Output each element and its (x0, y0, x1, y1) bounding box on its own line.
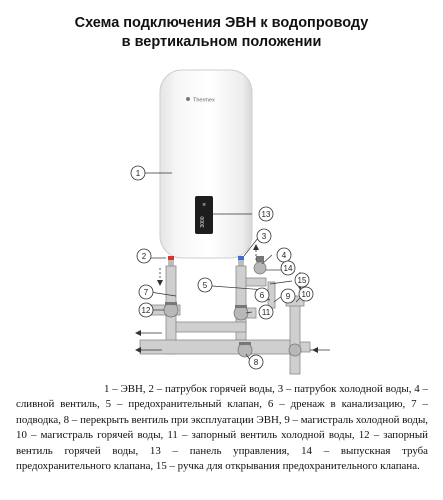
svg-text:13: 13 (261, 210, 271, 219)
callout-9 (281, 289, 295, 303)
svg-text:11: 11 (261, 308, 271, 317)
hot-outlet-marker (168, 256, 174, 260)
svg-text:1: 1 (135, 169, 141, 178)
callout-1 (131, 166, 145, 180)
callout-3 (257, 229, 271, 243)
display-readout: 3000 (200, 216, 206, 228)
callout-6 (255, 288, 269, 302)
callout-12 (139, 303, 153, 317)
brand-logo-icon (186, 97, 190, 101)
callout-11 (259, 305, 273, 319)
title-line-1: Схема подключения ЭВН к водопроводу (74, 15, 369, 31)
callout-4 (277, 248, 291, 262)
callout-7 (139, 285, 153, 299)
callout-13 (259, 207, 273, 221)
svg-text:5: 5 (202, 281, 208, 290)
callout-10 (299, 287, 313, 301)
svg-text:≋: ≋ (202, 202, 206, 208)
brand-name: Thermex (193, 97, 215, 104)
svg-text:7: 7 (143, 288, 149, 297)
svg-text:10: 10 (301, 290, 311, 299)
svg-text:6: 6 (259, 291, 265, 300)
callout-8 (249, 355, 263, 369)
callout-14 (281, 261, 295, 275)
svg-text:2: 2 (141, 252, 147, 261)
svg-text:4: 4 (281, 251, 287, 260)
svg-text:15: 15 (297, 276, 307, 285)
title-line-2: в вертикальном положении (121, 34, 322, 50)
water-heater (160, 70, 252, 258)
cold-outlet-marker (238, 256, 244, 260)
svg-text:14: 14 (283, 264, 293, 273)
svg-text:9: 9 (285, 292, 291, 301)
legend-caption: 1 – ЭВН, 2 – патрубок горячей воды, 3 – патрубок холодной воды, 4 – сливной вентиль, 5 – предохранительный клапан, 6 – дренаж в канализацию, 7 – подводка, 8 – перекрыть вентиль при эксплуатации ЭВН, 9 – магистраль холодной воды, 10 – магистраль горячей воды, 11 – запорный вентиль холодной воды, 12 – запорный вентиль горячей воды, 13 – панель управления, 14 – выпускная труба предохранительного клапана, 15 – ручка для открывания предохранительного клапана. (16, 383, 428, 473)
callout-15 (295, 273, 309, 287)
cold-water-pipe (176, 266, 275, 340)
svg-text:12: 12 (141, 306, 151, 315)
callout-5 (198, 278, 212, 292)
callout-2 (137, 249, 151, 263)
svg-text:8: 8 (253, 358, 259, 367)
svg-text:3: 3 (261, 232, 267, 241)
